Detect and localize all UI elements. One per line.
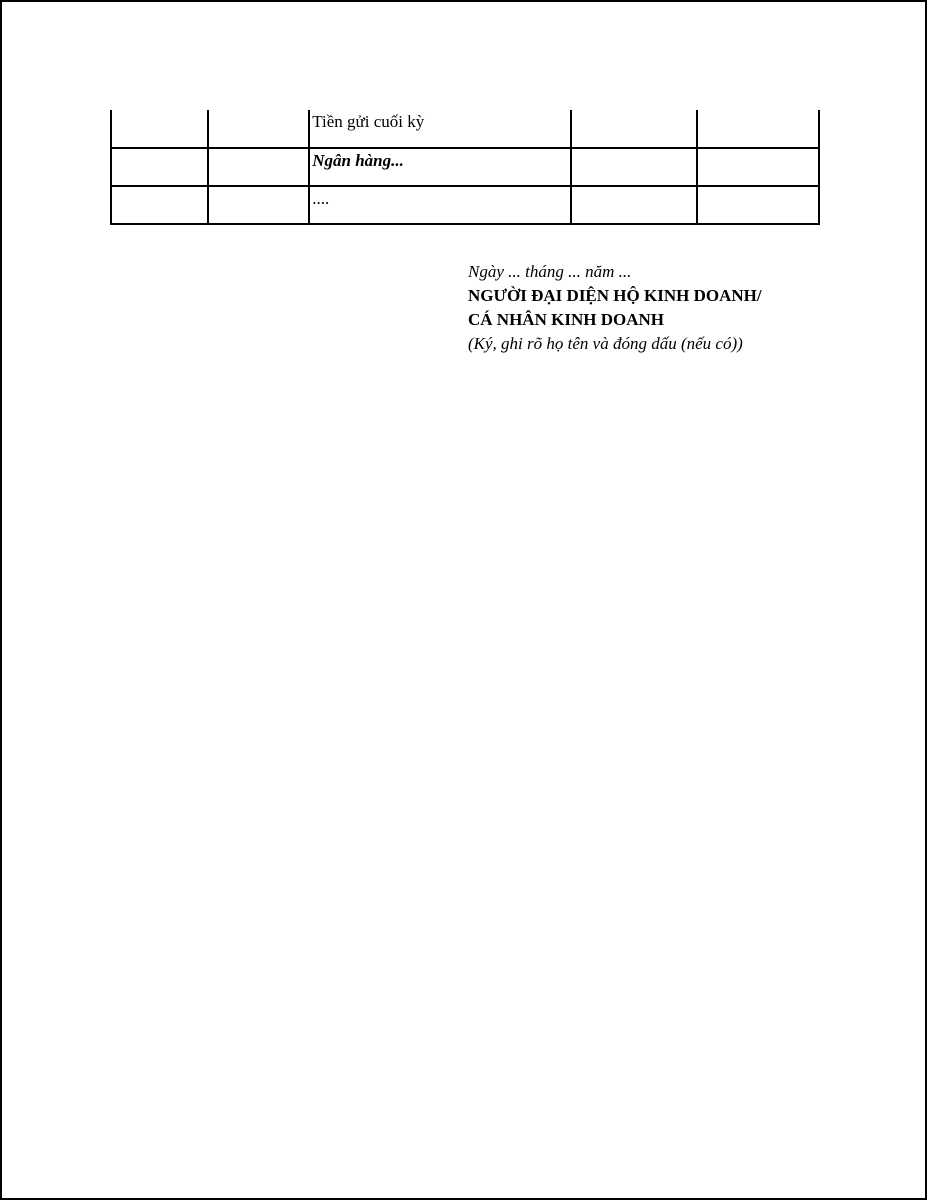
table-cell: [697, 148, 819, 186]
table-cell: [571, 148, 696, 186]
table-cell: [208, 110, 309, 148]
signature-note: (Ký, ghi rõ họ tên và đóng dấu (nếu có)): [468, 334, 743, 353]
table-row: [111, 186, 819, 224]
table-cell: [208, 186, 309, 224]
signature-date-line: Ngày ... tháng ... năm ...: [468, 262, 632, 281]
table-cell: [571, 110, 696, 148]
table-cell: [111, 186, 208, 224]
table-cell: [571, 186, 696, 224]
table-row: [111, 110, 819, 148]
ledger-table: [110, 110, 820, 225]
signature-title-line-1: NGƯỜI ĐẠI DIỆN HỘ KINH DOANH/: [468, 286, 762, 305]
table-row: [111, 148, 819, 186]
signature-block: [468, 260, 888, 356]
table-cell: [208, 148, 309, 186]
table-cell-description: Tiền gửi cuối kỳ: [309, 110, 571, 148]
table-cell-description: ....: [309, 186, 571, 224]
table-cell: [697, 186, 819, 224]
table-cell-description: Ngân hàng...: [309, 148, 571, 186]
signature-title-line-2: CÁ NHÂN KINH DOANH: [468, 310, 664, 329]
table-cell: [697, 110, 819, 148]
table-cell: [111, 110, 208, 148]
table-cell: [111, 148, 208, 186]
